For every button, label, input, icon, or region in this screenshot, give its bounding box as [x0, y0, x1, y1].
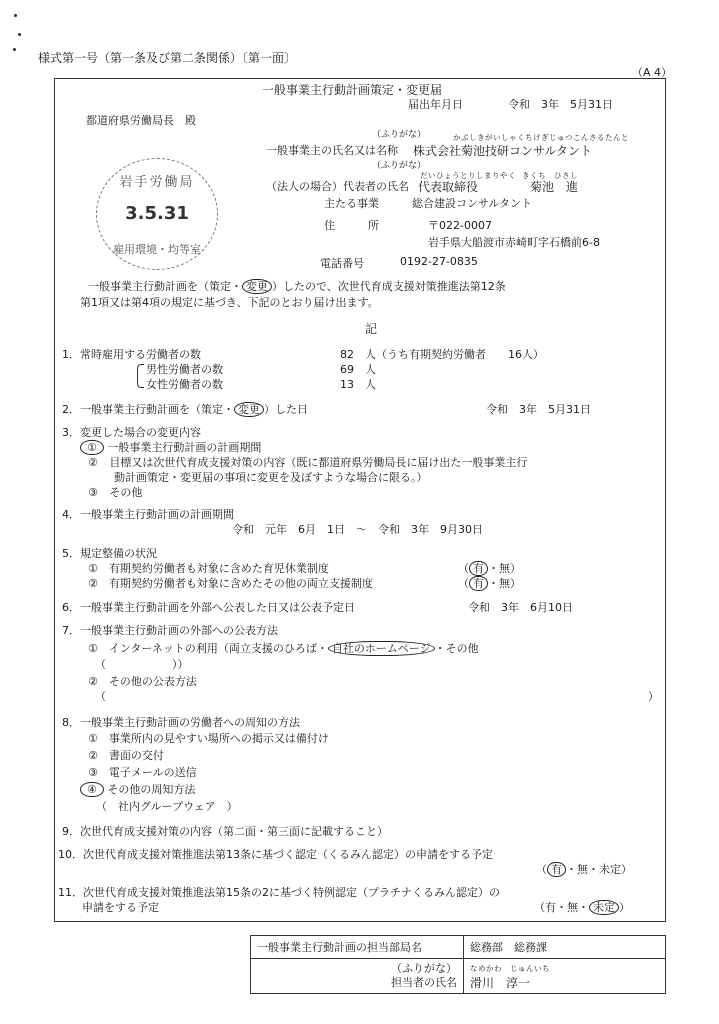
s7-o1-homepage-circled: 自社のホームページ [328, 641, 435, 656]
intro-line-1 [88, 278, 506, 294]
submit-date: 令和 3年 5月31日 [508, 98, 613, 111]
s5-option-2: ② 有期契約労働者も対象に含めたその他の両立支援制度 [88, 577, 373, 590]
s5-option-2-choice [458, 575, 521, 591]
address: 岩手県大船渡市赤崎町字石橋前6-8 [428, 236, 600, 249]
s7-label: 7．一般事業主行動計画の外部への公表方法 [62, 624, 278, 637]
contact-dept-label: 一般事業主行動計画の担当部局名 [251, 936, 464, 959]
s8-option-4-detail: （ 社内グループウェア ） [96, 800, 238, 813]
s5-option-1: ① 有期契約労働者も対象に含めた育児休業制度 [88, 562, 329, 575]
s11-opts: （有・無・ [534, 901, 589, 914]
s8-option-2: ② 書面の交付 [88, 749, 164, 762]
s11-label-line-2: 申請をする予定 [82, 901, 159, 914]
stamp-date: 3.5.31 [125, 203, 189, 224]
s10-yes-circled: 有 [547, 862, 566, 877]
s3-option-3-num: ③ [88, 486, 98, 499]
contact-name-ruby: なめかわ じゅんいち [470, 964, 550, 973]
s3-option-3-text: その他 [109, 486, 143, 499]
s7-option-1 [88, 640, 479, 656]
s8-option-4 [80, 781, 195, 797]
s9-label: 9．次世代育成支援対策の内容（第二面・第三面に記載すること） [62, 825, 388, 838]
s8-option-4-circled: ④ [80, 782, 104, 797]
intro-part-c: ）したので、次世代育成支援対策推進法第12条 [272, 280, 506, 293]
contact-furigana-label: （ふりがな） [391, 962, 457, 975]
s3-option-2-cont: 動計画策定・変更届の事項に変更を及ぼすような場合に限る。） [114, 471, 428, 484]
s6-label: 6．一般事業主行動計画を外部へ公表した日又は公表予定日 [62, 601, 355, 614]
paper-size: （A 4） [632, 66, 673, 79]
s5-o2-open: （ [458, 577, 469, 590]
s1-total: 82 人（うち有期契約労働者 16人） [340, 348, 544, 361]
s5-option-1-choice [458, 560, 521, 576]
s8-option-3: ③ 電子メールの送信 [88, 766, 197, 779]
postal-code: 〒022-0007 [428, 219, 492, 232]
s8-option-1: ① 事業所内の見やすい場所への掲示又は備付け [88, 732, 329, 745]
s3-option-3 [88, 484, 142, 500]
s10-rest: ・無・未定） [566, 863, 632, 876]
s3-option-2-num: ② [88, 456, 98, 469]
contact-dept-row [251, 936, 666, 959]
scan-speck [14, 14, 17, 17]
s11-pending-circled: 未定 [589, 900, 619, 915]
business-label: 主たる事業 [324, 197, 379, 210]
s5-o2-no: ・無） [488, 577, 521, 590]
s1-label: 1．常時雇用する労働者の数 [62, 348, 201, 361]
furigana-label-2: （ふりがな） [372, 161, 427, 171]
furigana-label: （ふりがな） [372, 130, 427, 140]
s5-label: 5．規定整備の状況 [62, 547, 157, 560]
scan-speck [13, 48, 16, 51]
contact-name-cell [464, 959, 666, 994]
rep-name-ruby: きくち ひさし [522, 171, 578, 180]
s3-label: 3．変更した場合の変更内容 [62, 426, 201, 439]
s7-option-2: ② その他の公表方法 [88, 675, 197, 688]
s5-o2-yes-circled: 有 [469, 576, 488, 591]
s7-o1-other: ・その他 [434, 642, 479, 655]
rep-label: （法人の場合）代表者の氏名 [266, 180, 409, 193]
contact-table [250, 935, 666, 994]
s6-date: 令和 3年 6月10日 [468, 601, 573, 614]
s7-option-1-blank: （ ）） [95, 658, 189, 671]
contact-name-row [251, 959, 666, 994]
intro-part-a: 一般事業主行動計画を（策定・ [88, 280, 242, 293]
form-number: 様式第一号（第一条及び第二条関係）〔第一面〕 [38, 51, 297, 65]
s10-open: （ [536, 863, 547, 876]
intro-line-2: 第1項又は第4項の規定に基づき、下記のとおり届け出ます。 [80, 296, 379, 309]
intro-change-circled: 変更 [242, 279, 272, 294]
rep-name: 菊池 進 [530, 180, 579, 194]
contact-name-label-cell [251, 959, 464, 994]
ki-heading: 記 [365, 322, 378, 336]
phone-label: 電話番号 [320, 257, 364, 270]
s8-label: 8．一般事業主行動計画の労働者への周知の方法 [62, 716, 300, 729]
s2-part-c: ）した日 [264, 403, 308, 416]
rep-title: 代表取締役 [418, 180, 479, 194]
s2-label [62, 401, 308, 417]
s5-o1-open: （ [458, 562, 469, 575]
s1-female: 13 人 [340, 378, 376, 391]
s2-part-a: 2．一般事業主行動計画を（策定・ [62, 403, 234, 416]
s7-o1-text: ① インターネットの利用（両立支援のひろば・ [88, 642, 328, 655]
company-label: 一般事業主の氏名又は名称 [266, 144, 398, 157]
s3-option-1 [80, 439, 261, 455]
submit-date-label: 届出年月日 [408, 98, 463, 111]
s4-period: 令和 元年 6月 1日 ～ 令和 3年 9月30日 [232, 523, 483, 536]
s3-option-2 [88, 454, 527, 470]
s2-date: 令和 3年 5月31日 [486, 403, 591, 416]
s3-option-2-text: 目標又は次世代育成支援対策の内容（既に都道府県労働局長に届け出た一般事業主行 [109, 456, 528, 469]
scan-speck [18, 33, 21, 36]
company-name: 株式会社菊池技研コンサルタント [413, 144, 592, 158]
contact-name-label: 担当者の氏名 [391, 976, 457, 989]
s2-change-circled: 変更 [234, 402, 264, 417]
s5-o1-no: ・無） [488, 562, 521, 575]
stamp-office: 岩手労働局 [119, 175, 195, 190]
s3-option-1-text: 一般事業主行動計画の計画期間 [107, 441, 262, 454]
s11-label-line-1: 11．次世代育成支援対策推進法第15条の2に基づく特例認定（プラチナくるみん認定）の [58, 886, 500, 899]
contact-name: 滑川 淳一 [470, 976, 531, 990]
stamp-division: 雇用環境・均等室 [113, 243, 201, 256]
s7-option-2-open: （ [95, 690, 106, 703]
s8-option-4-text: その他の周知方法 [107, 783, 196, 796]
rep-title-ruby: だいひょうとりしまりやく [420, 171, 516, 180]
address-label: 住 所 [324, 219, 379, 232]
s11-close: ） [619, 901, 630, 914]
s1-brace [137, 364, 144, 388]
phone: 0192-27-0835 [400, 255, 478, 268]
doc-title: 一般事業主行動計画策定・変更届 [262, 83, 443, 97]
s10-choice [536, 861, 632, 877]
company-ruby: かぶしきがいしゃくちけぎじゅつこんさるたんと [453, 133, 629, 142]
reception-stamp [96, 158, 218, 270]
s3-option-1-circled: ① [80, 440, 104, 455]
contact-dept: 総務部 総務課 [464, 936, 666, 959]
s11-choice [534, 899, 630, 915]
s7-option-2-close: ） [648, 690, 659, 703]
s10-label: 10．次世代育成支援対策推進法第13条に基づく認定（くるみん認定）の申請をする予定 [58, 848, 493, 861]
s1-male: 69 人 [340, 363, 376, 376]
s5-o1-yes-circled: 有 [469, 561, 488, 576]
s4-label: 4．一般事業主行動計画の計画期間 [62, 508, 234, 521]
s1-male-label: 男性労働者の数 [146, 363, 223, 376]
addressee: 都道府県労働局長 殿 [86, 114, 196, 127]
s1-female-label: 女性労働者の数 [146, 378, 223, 391]
business: 総合建設コンサルタント [412, 197, 533, 210]
